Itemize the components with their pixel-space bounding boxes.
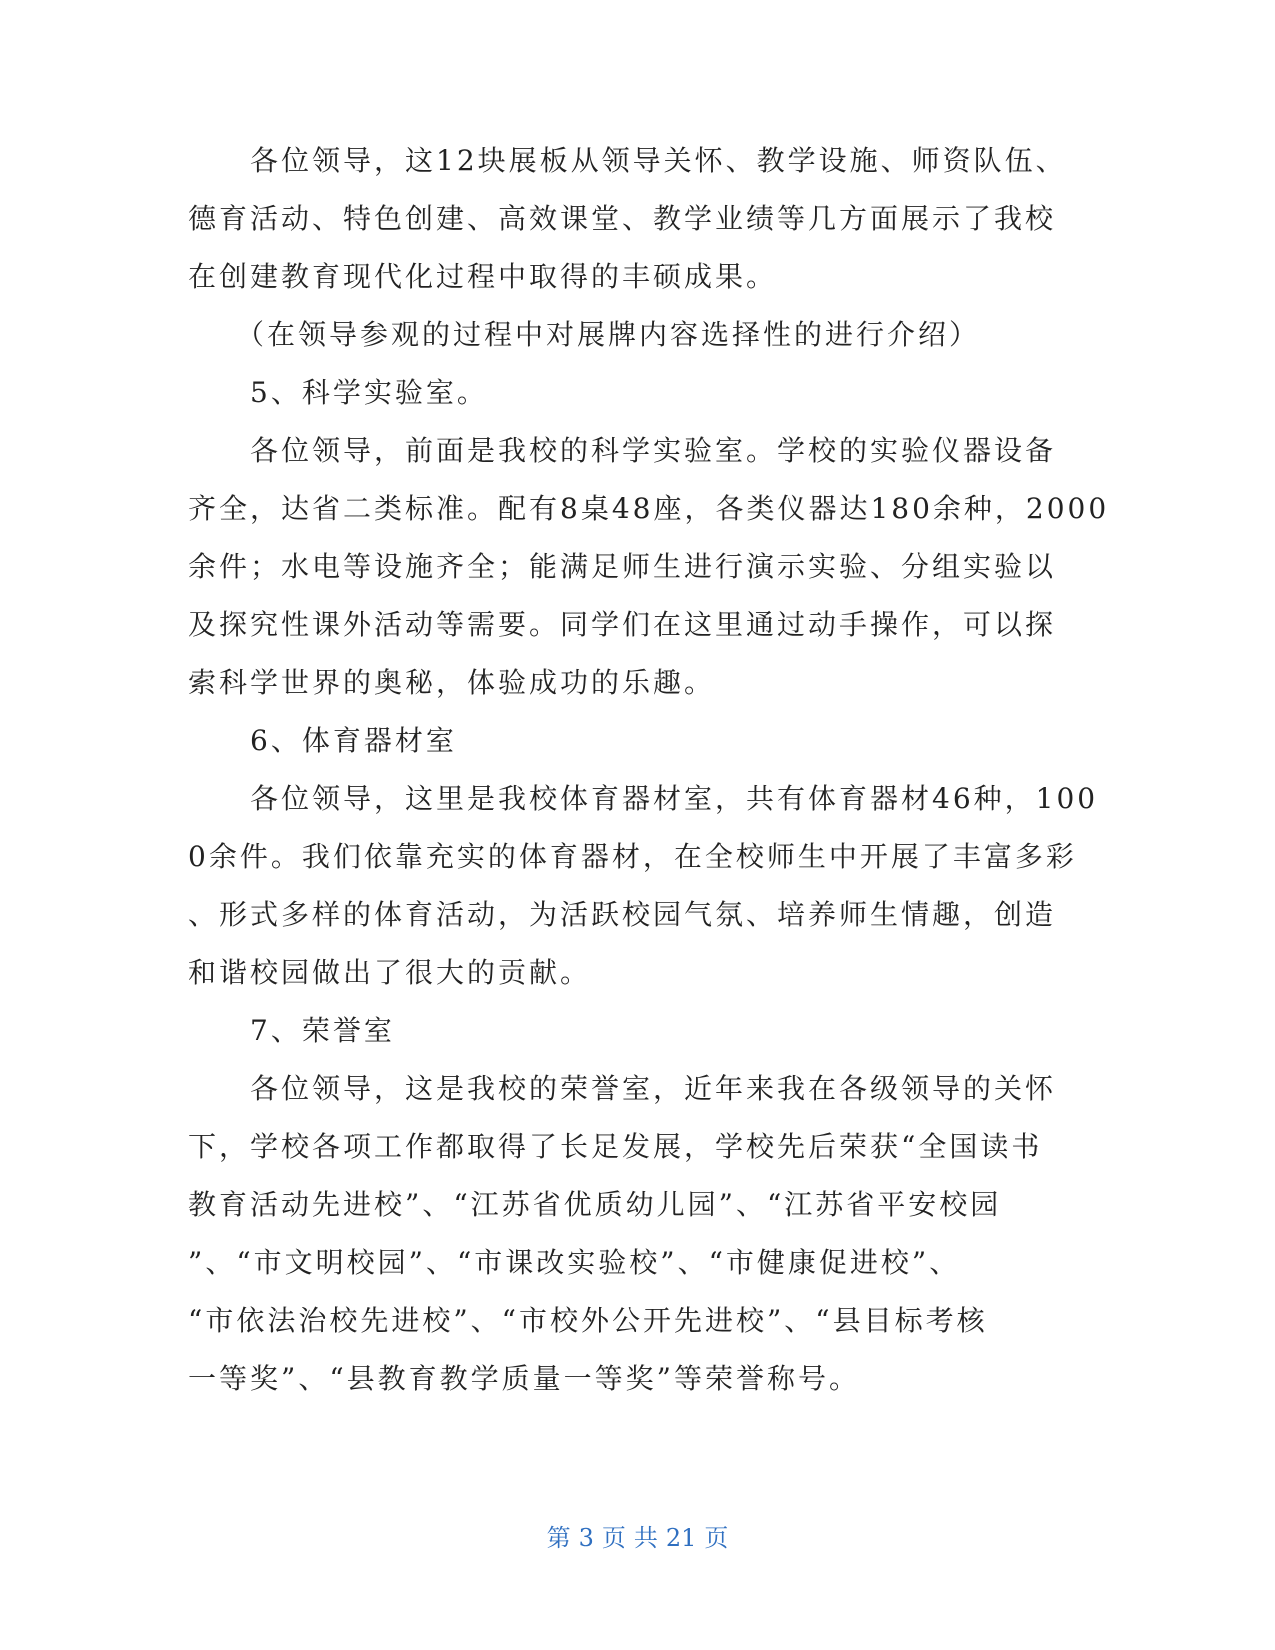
text-line: 各位领导，这是我校的荣誉室，近年来我在各级领导的关怀 xyxy=(188,1072,1057,1105)
text-line: 齐全，达省二类标准。配有8桌48座，各类仪器达180余种，2000 xyxy=(188,492,1110,525)
text-line: 余件；水电等设施齐全；能满足师生进行演示实验、分组实验以 xyxy=(188,550,1057,583)
section-heading: 5、科学实验室。 xyxy=(188,376,488,409)
text-line: 一等奖”、“县教育教学质量一等奖”等荣誉称号。 xyxy=(188,1362,860,1395)
footer-prefix: 第 xyxy=(546,1524,571,1552)
section-heading: 6、体育器材室 xyxy=(188,724,457,757)
text-line: 德育活动、特色创建、高效课堂、教学业绩等几方面展示了我校 xyxy=(188,202,1057,235)
text-line: 在创建教育现代化过程中取得的丰硕成果。 xyxy=(188,260,778,293)
text-line: 、形式多样的体育活动，为活跃校园气氛、培养师生情趣，创造 xyxy=(188,898,1057,931)
text-line: ”、“市文明校园”、“市课改实验校”、“市健康促进校”、 xyxy=(188,1246,961,1279)
text-line: 索科学世界的奥秘，体验成功的乐趣。 xyxy=(188,666,716,699)
footer-total-prefix: 共 xyxy=(633,1524,658,1552)
text-line: （在领导参观的过程中对展牌内容选择性的进行介绍） xyxy=(188,318,981,351)
text-line: 各位领导，这里是我校体育器材室，共有体育器材46种，100 xyxy=(188,782,1099,815)
text-line: 教育活动先进校”、“江苏省优质幼儿园”、“江苏省平安校园 xyxy=(188,1188,1002,1221)
text-line: 0余件。我们依靠充实的体育器材，在全校师生中开展了丰富多彩 xyxy=(188,840,1077,873)
text-line: 和谐校园做出了很大的贡献。 xyxy=(188,956,592,989)
footer-page-word: 页 xyxy=(601,1524,626,1552)
section-heading: 7、荣誉室 xyxy=(188,1014,395,1047)
total-pages-number: 21 xyxy=(665,1524,697,1552)
page-footer xyxy=(0,1518,1275,1553)
footer-suffix: 页 xyxy=(704,1524,729,1552)
text-line: 下，学校各项工作都取得了长足发展，学校先后荣获“全国读书 xyxy=(188,1130,1043,1163)
current-page-number: 3 xyxy=(578,1524,594,1552)
text-line: 各位领导，这12块展板从领导关怀、教学设施、师资队伍、 xyxy=(188,144,1067,177)
text-line: 及探究性课外活动等需要。同学们在这里通过动手操作，可以探 xyxy=(188,608,1057,641)
text-line: “市依法治校先进校”、“市校外公开先进校”、“县目标考核 xyxy=(188,1304,988,1337)
text-line: 各位领导，前面是我校的科学实验室。学校的实验仪器设备 xyxy=(188,434,1057,467)
